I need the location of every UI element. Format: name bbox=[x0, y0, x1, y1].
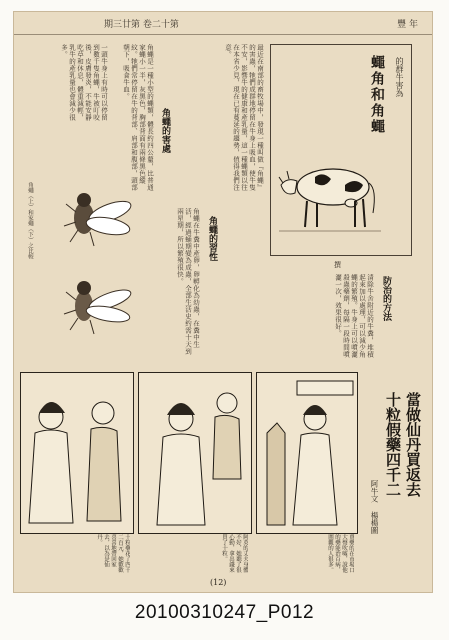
page-number: (12) bbox=[210, 578, 227, 587]
section-heading-damage: 角蠅的害處 bbox=[160, 108, 170, 153]
fly-illustration bbox=[54, 172, 134, 342]
article-body-4: 清除牛舍附近的牛糞，堆積起來加以處理，可以減少角蠅的繁殖。牛身上可以噴灑殺蟲藥劑，每隔一段時間噴灑一次，效果很好。 bbox=[334, 274, 374, 358]
article-body-2: 一頭牛身上有時可以停留到數千隻角蠅，牛被叮咬後，皮膚發炎，不能安靜吃草和休息，體重減輕，乳牛的產乳量也會減少很多。 bbox=[60, 44, 108, 121]
comic-title-line-1: 十粒假藥四千二 bbox=[384, 392, 402, 497]
fly-caption: 角蠅（上）和家蠅（下）之比較 bbox=[27, 182, 33, 259]
article-title: 蠅角和角蠅 bbox=[369, 55, 385, 135]
comic-panel-1 bbox=[256, 372, 358, 534]
magazine-page bbox=[14, 12, 432, 592]
article-subtitle: 的群牛害為 bbox=[395, 57, 404, 97]
comic-title-line-2: 當做仙丹買返去 bbox=[404, 392, 422, 497]
header-issue: 期三廿第 卷二十第 bbox=[104, 19, 179, 30]
horn-fly-drawing bbox=[64, 193, 133, 246]
page-header bbox=[14, 12, 432, 35]
article-author: 撰 bbox=[334, 261, 341, 269]
article-body-1: 角蠅是一種小型的蠅類，體長約四公釐，比普通家蠅小一半，灰黑色，胸部背面有兩條黑色縱紋。牠們常停留在牛的背部、肩部和腹部，頭部朝下，吸食牛血。 bbox=[122, 44, 154, 191]
cow-illustration bbox=[275, 155, 385, 235]
article-body-3: 角蠅在牛糞中產卵，卵孵化為幼蟲，在糞中生活，經過蛹期變為成蟲，全部生活史約需十天到兩星期，所以繁殖很快。 bbox=[176, 208, 200, 355]
article-title-box bbox=[270, 44, 412, 256]
comic-panel-2 bbox=[138, 372, 252, 534]
section-heading-habits: 角蠅的習性 bbox=[207, 216, 217, 261]
comic-caption-3: 十粒藥花了四千二百元，她歡歡喜喜地帶回家去，以為是仙丹。 bbox=[96, 534, 130, 573]
article-intro: 最近在南部的畜牧場中，發現一種叫做『角蠅』的害蟲，牠們成群地停留在牛身上吸血，使牛隻不安，影響牛的健康和產乳量，這一種蠅類以往在本省少見，現在已有蔓延的趨勢，值得我們注意。 bbox=[224, 44, 264, 191]
comic-credit: 阿牛文 楊楊圖 bbox=[370, 480, 379, 534]
house-fly-drawing bbox=[64, 281, 133, 334]
archive-id: 20100310247_P012 bbox=[134, 602, 315, 623]
comic-panel-3 bbox=[20, 372, 134, 534]
comic-caption-2: 阿英的丈夫身體不好，她聽了很心動，拿出錢來買了十粒。 bbox=[221, 534, 248, 573]
section-heading-control: 防治的方法 bbox=[381, 276, 391, 321]
comic-caption-1: 賣藥的在市場口大聲吹噓，說他的藥能治百病，圍觀的人很多。 bbox=[327, 534, 354, 573]
header-magazine: 豐 年 bbox=[397, 19, 418, 30]
